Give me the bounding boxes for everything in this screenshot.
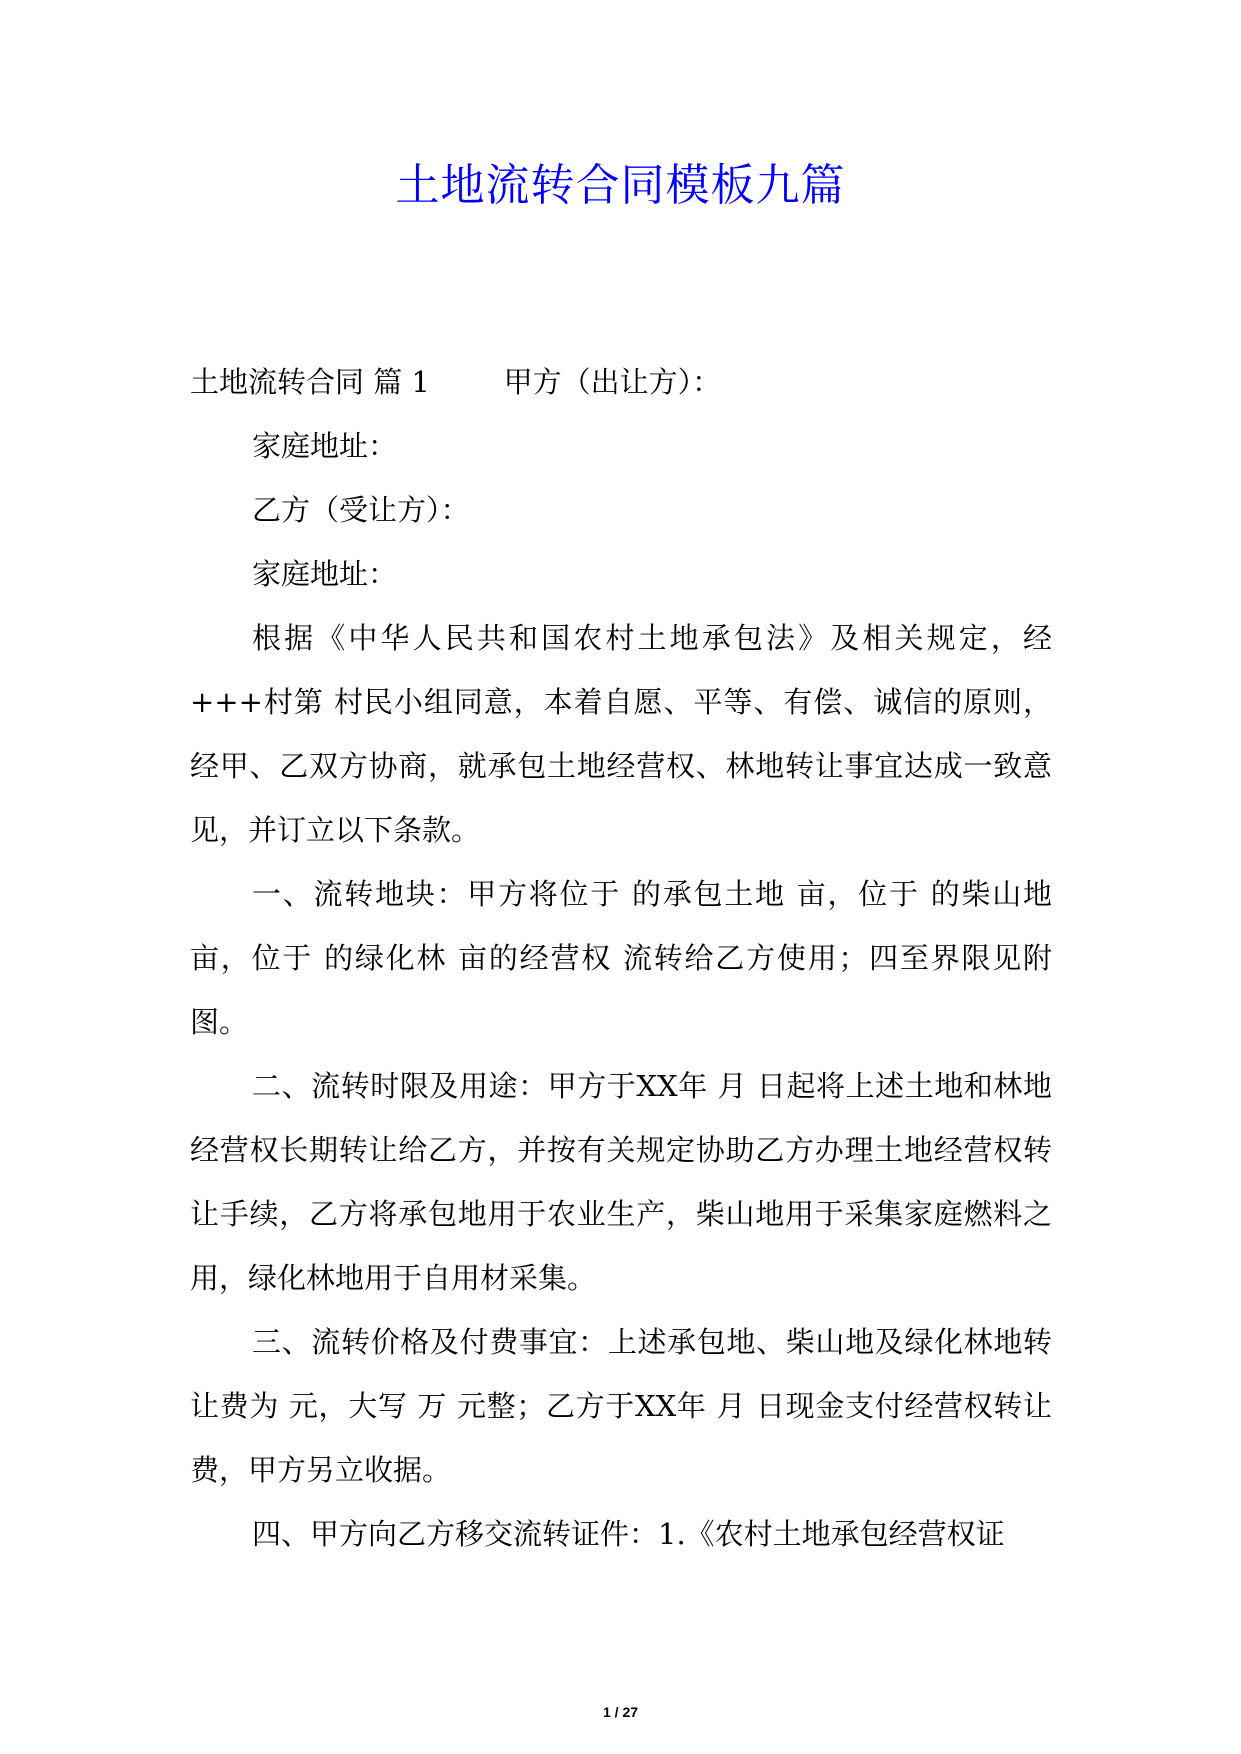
- paragraph-clause-4: 四、甲方向乙方移交流转证件：1.《农村土地承包经营权证: [252, 1517, 1005, 1551]
- paragraph-clause-3: 三、流转价格及付费事宜：上述承包地、柴山地及绿化林地转让费为 元，大写 万 元整；乙方于XX年 月 日现金支付经营权转让费，甲方另立收据。: [190, 1325, 1052, 1487]
- paragraph-clause-2: 二、流转时限及用途：甲方于XX年 月 日起将上述土地和林地经营权长期转让给乙方，并按有关规定协助乙方办理土地经营权转让手续，乙方将承包地用于农业生产，柴山地用于采集家庭燃料之用，绿化林地用于自用材采集。: [190, 1069, 1052, 1295]
- paragraph-address-a: 家庭地址：: [252, 429, 398, 463]
- contract-heading-line: [190, 350, 1052, 414]
- contract-heading: 土地流转合同 篇 1: [190, 365, 430, 399]
- page-number: 1 / 27: [602, 1704, 639, 1720]
- party-a-label: 甲方（出让方）：: [503, 365, 722, 399]
- paragraph-party-b: 乙方（受让方）：: [252, 493, 470, 527]
- paragraph-preamble: 根据《中华人民共和国农村土地承包法》及相关规定，经+++村第 村民小组同意，本着自愿、平等、有偿、诚信的原则，经甲、乙双方协商，就承包土地经营权、林地转让事宜达成一致意见，并订立以下条款。: [190, 621, 1052, 847]
- document-title: 土地流转合同模板九篇: [395, 160, 846, 211]
- paragraph-address-b: 家庭地址：: [252, 557, 398, 591]
- document-body: [190, 350, 1052, 1566]
- paragraph-clause-1: 一、流转地块：甲方将位于 的承包土地 亩，位于 的柴山地亩，位于 的绿化林 亩的经营权 流转给乙方使用；四至界限见附图。: [190, 877, 1052, 1039]
